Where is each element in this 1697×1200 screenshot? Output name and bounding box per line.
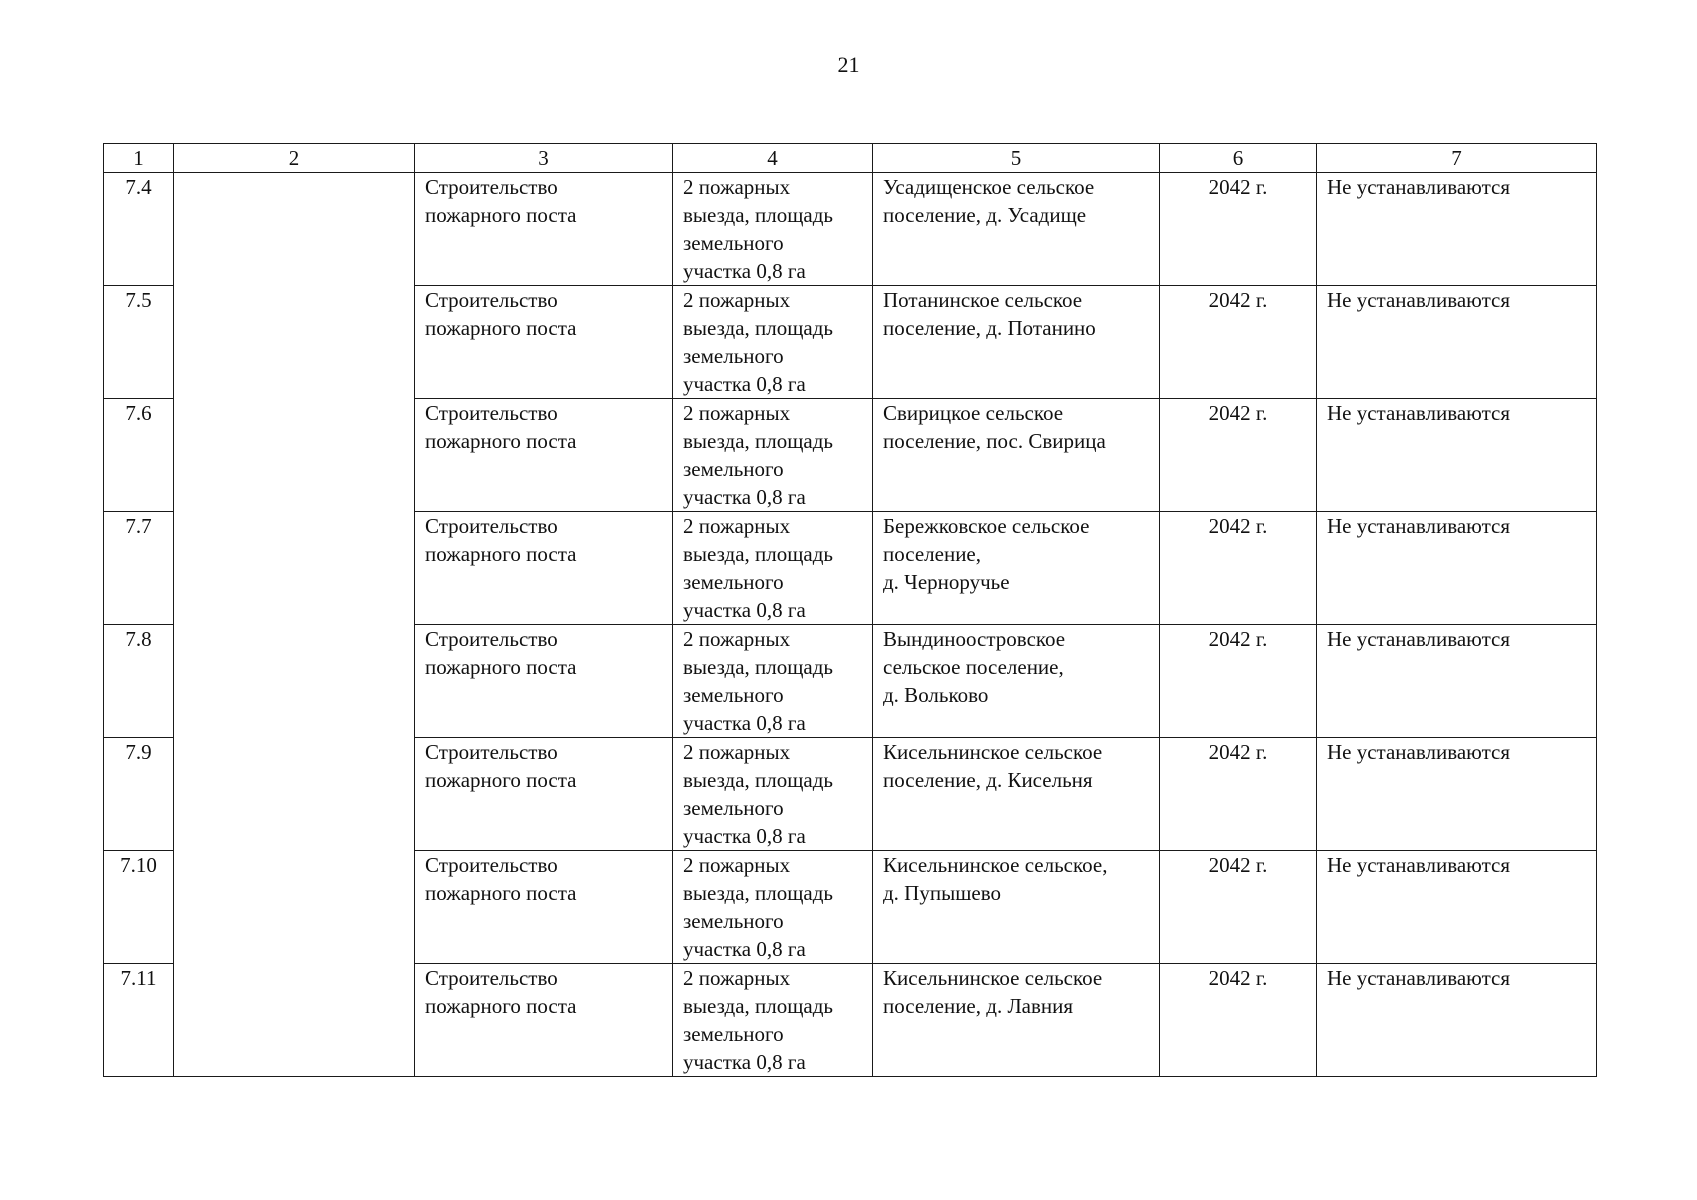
- object-name: Строительство пожарного поста: [415, 512, 673, 625]
- implementation-year: 2042 г.: [1160, 625, 1317, 738]
- object-name: Строительство пожарного поста: [415, 851, 673, 964]
- object-location: Потанинское сельское поселение, д. Потанино: [873, 286, 1160, 399]
- header-col-2: 2: [174, 144, 415, 173]
- page-number: 21: [837, 52, 860, 77]
- object-location: Бережковское сельское поселение, д. Черноручье: [873, 512, 1160, 625]
- row-number: 7.11: [104, 964, 174, 1077]
- object-location: Кисельнинское сельское, д. Пупышево: [873, 851, 1160, 964]
- implementation-year: 2042 г.: [1160, 964, 1317, 1077]
- object-name: Строительство пожарного поста: [415, 399, 673, 512]
- row-number: 7.7: [104, 512, 174, 625]
- object-name: Строительство пожарного поста: [415, 964, 673, 1077]
- zones-status: Не устанавливаются: [1317, 399, 1597, 512]
- object-params: 2 пожарных выезда, площадь земельного участка 0,8 га: [673, 512, 873, 625]
- object-name: Строительство пожарного поста: [415, 738, 673, 851]
- object-name: Строительство пожарного поста: [415, 173, 673, 286]
- zones-status: Не устанавливаются: [1317, 625, 1597, 738]
- implementation-year: 2042 г.: [1160, 512, 1317, 625]
- header-col-4: 4: [673, 144, 873, 173]
- zones-status: Не устанавливаются: [1317, 512, 1597, 625]
- header-col-7: 7: [1317, 144, 1597, 173]
- object-params: 2 пожарных выезда, площадь земельного участка 0,8 га: [673, 625, 873, 738]
- header-col-3: 3: [415, 144, 673, 173]
- object-params: 2 пожарных выезда, площадь земельного участка 0,8 га: [673, 399, 873, 512]
- object-location: Кисельнинское сельское поселение, д. Кисельня: [873, 738, 1160, 851]
- header-row: [104, 144, 1597, 173]
- implementation-year: 2042 г.: [1160, 173, 1317, 286]
- row-number: 7.10: [104, 851, 174, 964]
- object-params: 2 пожарных выезда, площадь земельного участка 0,8 га: [673, 851, 873, 964]
- merged-col-2-cell: [174, 173, 415, 1077]
- object-params: 2 пожарных выезда, площадь земельного участка 0,8 га: [673, 286, 873, 399]
- object-params: 2 пожарных выезда, площадь земельного участка 0,8 га: [673, 738, 873, 851]
- header-col-1: 1: [104, 144, 174, 173]
- row-number: 7.9: [104, 738, 174, 851]
- zones-status: Не устанавливаются: [1317, 286, 1597, 399]
- row-number: 7.4: [104, 173, 174, 286]
- zones-status: Не устанавливаются: [1317, 964, 1597, 1077]
- implementation-year: 2042 г.: [1160, 738, 1317, 851]
- header-col-6: 6: [1160, 144, 1317, 173]
- object-name: Строительство пожарного поста: [415, 625, 673, 738]
- object-location: Вындиноостровское сельское поселение, д. Вольково: [873, 625, 1160, 738]
- header-col-5: 5: [873, 144, 1160, 173]
- object-location: Свирицкое сельское поселение, пос. Свирица: [873, 399, 1160, 512]
- object-params: 2 пожарных выезда, площадь земельного участка 0,8 га: [673, 964, 873, 1077]
- table-header: [104, 144, 1597, 173]
- zones-status: Не устанавливаются: [1317, 851, 1597, 964]
- implementation-year: 2042 г.: [1160, 286, 1317, 399]
- object-location: Усадищенское сельское поселение, д. Усадище: [873, 173, 1160, 286]
- object-name: Строительство пожарного поста: [415, 286, 673, 399]
- row-number: 7.8: [104, 625, 174, 738]
- implementation-year: 2042 г.: [1160, 851, 1317, 964]
- implementation-year: 2042 г.: [1160, 399, 1317, 512]
- object-location: Кисельнинское сельское поселение, д. Лавния: [873, 964, 1160, 1077]
- zones-status: Не устанавливаются: [1317, 738, 1597, 851]
- row-number: 7.5: [104, 286, 174, 399]
- table-row: [104, 173, 1597, 286]
- row-number: 7.6: [104, 399, 174, 512]
- table-body: [104, 173, 1597, 1077]
- data-table: [103, 143, 1597, 1077]
- object-params: 2 пожарных выезда, площадь земельного участка 0,8 га: [673, 173, 873, 286]
- zones-status: Не устанавливаются: [1317, 173, 1597, 286]
